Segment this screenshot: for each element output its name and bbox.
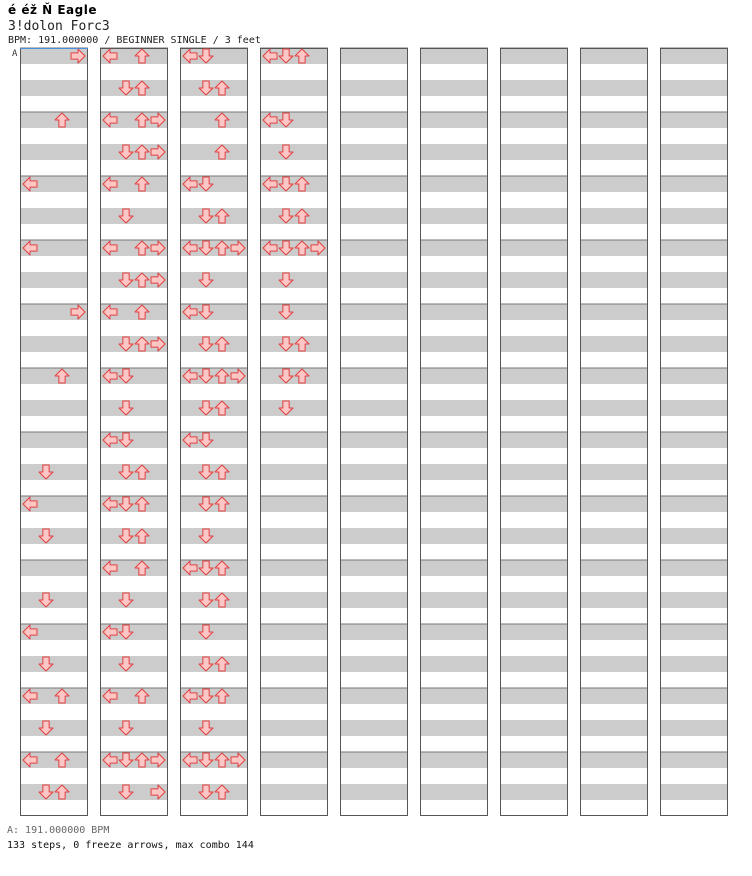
beat-band bbox=[500, 112, 568, 128]
beat-band bbox=[340, 464, 408, 480]
beat-band bbox=[580, 592, 648, 608]
beat-band bbox=[580, 656, 648, 672]
beat-band bbox=[420, 48, 488, 64]
beat-band bbox=[500, 336, 568, 352]
beat-band bbox=[660, 304, 728, 320]
beat-band bbox=[260, 208, 328, 224]
beat-band bbox=[660, 624, 728, 640]
beat-band bbox=[180, 208, 248, 224]
chart-info: BPM: 191.000000 / BEGINNER SINGLE / 3 feet bbox=[8, 35, 261, 46]
beat-band bbox=[180, 400, 248, 416]
beat-band bbox=[580, 208, 648, 224]
beat-band bbox=[660, 784, 728, 800]
beat-band bbox=[500, 688, 568, 704]
bpm-marker-label: A bbox=[12, 49, 18, 59]
beat-band bbox=[420, 368, 488, 384]
beat-band bbox=[580, 176, 648, 192]
beat-band bbox=[500, 464, 568, 480]
beat-band bbox=[180, 144, 248, 160]
beat-band bbox=[660, 336, 728, 352]
beat-band bbox=[340, 688, 408, 704]
beat-band bbox=[340, 560, 408, 576]
beat-band bbox=[340, 752, 408, 768]
beat-band bbox=[580, 336, 648, 352]
beat-band bbox=[260, 368, 328, 384]
beat-band bbox=[260, 336, 328, 352]
beat-band bbox=[660, 528, 728, 544]
beat-band bbox=[260, 496, 328, 512]
beat-band bbox=[260, 528, 328, 544]
beat-band bbox=[500, 496, 568, 512]
beat-band bbox=[500, 752, 568, 768]
beat-band bbox=[20, 80, 88, 96]
beat-band bbox=[260, 432, 328, 448]
beat-band bbox=[580, 368, 648, 384]
beat-band bbox=[180, 112, 248, 128]
beat-band bbox=[500, 48, 568, 64]
beat-band bbox=[420, 272, 488, 288]
beat-band bbox=[260, 784, 328, 800]
beat-band bbox=[580, 144, 648, 160]
beat-band bbox=[260, 688, 328, 704]
beat-band bbox=[660, 272, 728, 288]
beat-band bbox=[180, 656, 248, 672]
beat-band bbox=[580, 240, 648, 256]
beat-band bbox=[580, 624, 648, 640]
beat-band bbox=[500, 304, 568, 320]
beat-band bbox=[660, 688, 728, 704]
beat-band bbox=[660, 752, 728, 768]
beat-band bbox=[420, 112, 488, 128]
beat-band bbox=[20, 592, 88, 608]
beat-band bbox=[660, 400, 728, 416]
chart-stats: 133 steps, 0 freeze arrows, max combo 144 bbox=[7, 840, 254, 851]
chart-artist: 3!dolon Forc3 bbox=[8, 19, 110, 34]
beat-band bbox=[340, 432, 408, 448]
beat-band bbox=[420, 240, 488, 256]
beat-band bbox=[420, 304, 488, 320]
beat-band bbox=[500, 176, 568, 192]
beat-band bbox=[180, 720, 248, 736]
beat-band bbox=[180, 624, 248, 640]
beat-band bbox=[660, 368, 728, 384]
beat-band bbox=[340, 496, 408, 512]
beat-band bbox=[660, 656, 728, 672]
beat-band bbox=[420, 176, 488, 192]
beat-band bbox=[580, 752, 648, 768]
bpm-footnote: A: 191.000000 BPM bbox=[7, 825, 110, 836]
beat-band bbox=[340, 240, 408, 256]
beat-band bbox=[100, 528, 168, 544]
beat-band bbox=[340, 144, 408, 160]
beat-band bbox=[420, 688, 488, 704]
beat-band bbox=[180, 80, 248, 96]
beat-band bbox=[660, 560, 728, 576]
beat-band bbox=[100, 400, 168, 416]
beat-band bbox=[580, 528, 648, 544]
beat-band bbox=[500, 592, 568, 608]
beat-band bbox=[420, 400, 488, 416]
beat-band bbox=[580, 272, 648, 288]
beat-band bbox=[580, 720, 648, 736]
beat-band bbox=[500, 528, 568, 544]
beat-band bbox=[180, 496, 248, 512]
beat-band bbox=[100, 80, 168, 96]
beat-band bbox=[580, 560, 648, 576]
beat-band bbox=[580, 304, 648, 320]
beat-band bbox=[260, 720, 328, 736]
beat-band bbox=[580, 784, 648, 800]
beat-band bbox=[500, 144, 568, 160]
beat-band bbox=[660, 80, 728, 96]
beat-band bbox=[500, 208, 568, 224]
beat-band bbox=[420, 592, 488, 608]
beat-band bbox=[500, 400, 568, 416]
beat-band bbox=[660, 48, 728, 64]
beat-band bbox=[420, 464, 488, 480]
beat-band bbox=[100, 208, 168, 224]
beat-band bbox=[420, 432, 488, 448]
beat-band bbox=[580, 496, 648, 512]
beat-band bbox=[500, 656, 568, 672]
beat-band bbox=[180, 528, 248, 544]
beat-band bbox=[20, 400, 88, 416]
beat-band bbox=[340, 720, 408, 736]
beat-band bbox=[420, 144, 488, 160]
beat-band bbox=[260, 752, 328, 768]
beat-band bbox=[660, 464, 728, 480]
beat-band bbox=[340, 784, 408, 800]
beat-band bbox=[420, 80, 488, 96]
beat-band bbox=[100, 720, 168, 736]
beat-band bbox=[340, 368, 408, 384]
beat-band bbox=[100, 464, 168, 480]
beat-band bbox=[420, 560, 488, 576]
beat-band bbox=[660, 144, 728, 160]
beat-band bbox=[660, 720, 728, 736]
beat-band bbox=[20, 464, 88, 480]
beat-band bbox=[260, 80, 328, 96]
beat-band bbox=[180, 336, 248, 352]
beat-band bbox=[420, 784, 488, 800]
beat-band bbox=[20, 432, 88, 448]
beat-band bbox=[20, 656, 88, 672]
beat-band bbox=[180, 464, 248, 480]
beat-band bbox=[500, 272, 568, 288]
beat-band bbox=[580, 464, 648, 480]
beat-band bbox=[20, 112, 88, 128]
beat-band bbox=[20, 144, 88, 160]
beat-band bbox=[420, 752, 488, 768]
beat-band bbox=[660, 208, 728, 224]
beat-band bbox=[660, 240, 728, 256]
beat-band bbox=[340, 112, 408, 128]
beat-band bbox=[420, 528, 488, 544]
beat-band bbox=[580, 400, 648, 416]
beat-band bbox=[580, 48, 648, 64]
beat-band bbox=[20, 560, 88, 576]
beat-band bbox=[340, 48, 408, 64]
beat-band bbox=[260, 464, 328, 480]
beat-band bbox=[660, 432, 728, 448]
beat-band bbox=[340, 272, 408, 288]
beat-band bbox=[500, 368, 568, 384]
beat-band bbox=[580, 80, 648, 96]
beat-band bbox=[20, 784, 88, 800]
beat-band bbox=[340, 176, 408, 192]
beat-band bbox=[100, 656, 168, 672]
beat-band bbox=[260, 144, 328, 160]
beat-band bbox=[100, 592, 168, 608]
beat-band bbox=[340, 528, 408, 544]
beat-band bbox=[340, 80, 408, 96]
beat-band bbox=[580, 112, 648, 128]
beat-band bbox=[20, 720, 88, 736]
beat-band bbox=[580, 688, 648, 704]
beat-band bbox=[420, 208, 488, 224]
beat-band bbox=[420, 720, 488, 736]
beat-band bbox=[420, 496, 488, 512]
beat-band bbox=[660, 592, 728, 608]
beat-band bbox=[340, 336, 408, 352]
beat-band bbox=[20, 272, 88, 288]
beat-band bbox=[180, 784, 248, 800]
beat-band bbox=[660, 496, 728, 512]
beat-band bbox=[500, 560, 568, 576]
beat-band bbox=[260, 304, 328, 320]
beat-band bbox=[420, 336, 488, 352]
beat-band bbox=[260, 560, 328, 576]
beat-band bbox=[260, 400, 328, 416]
beat-band bbox=[260, 624, 328, 640]
chart-title: é éž Ň Eagle bbox=[8, 3, 97, 17]
beat-band bbox=[20, 336, 88, 352]
beat-band bbox=[420, 656, 488, 672]
beat-band bbox=[340, 304, 408, 320]
beat-band bbox=[500, 240, 568, 256]
beat-band bbox=[340, 656, 408, 672]
beat-band bbox=[500, 720, 568, 736]
beat-band bbox=[20, 528, 88, 544]
beat-band bbox=[20, 208, 88, 224]
beat-band bbox=[660, 176, 728, 192]
beat-band bbox=[340, 208, 408, 224]
beat-band bbox=[500, 784, 568, 800]
beat-band bbox=[340, 592, 408, 608]
beat-band bbox=[180, 272, 248, 288]
beat-band bbox=[340, 400, 408, 416]
beat-band bbox=[20, 368, 88, 384]
beat-band bbox=[500, 624, 568, 640]
beat-band bbox=[420, 624, 488, 640]
beat-band bbox=[260, 592, 328, 608]
beat-band bbox=[500, 80, 568, 96]
beat-band bbox=[340, 624, 408, 640]
beat-band bbox=[260, 272, 328, 288]
beat-band bbox=[500, 432, 568, 448]
beat-band bbox=[180, 592, 248, 608]
beat-band bbox=[580, 432, 648, 448]
beat-band bbox=[660, 112, 728, 128]
beat-band bbox=[260, 656, 328, 672]
